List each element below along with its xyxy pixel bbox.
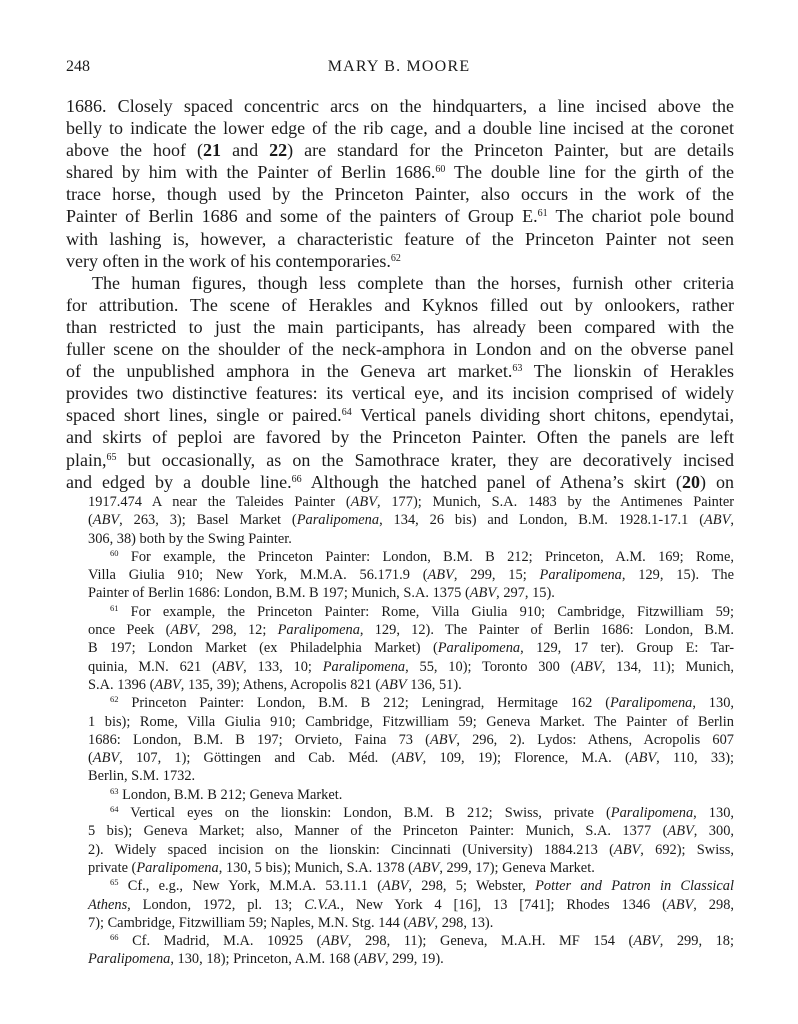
- body-line: spaced short lines, single or paired.$^{64}$ Vertical panels dividing short chitons, ependytai,: [66, 405, 734, 426]
- footnote-line: Athens, London, 1972, pl. 13; C.V.A., New York 4 [16], 13 [741]; Rhodes 1346 (ABV, 298,: [88, 896, 734, 913]
- body-line: plain,$^{65}$ but occasionally, as on the Samothrace krater, they are decoratively incised: [66, 449, 734, 470]
- body-line: provides two distinctive features: its vertical eye, and its incision comprised of widely: [66, 383, 734, 404]
- body-line: with lashing is, however, a characteristic feature of the Princeton Painter not seen: [66, 228, 734, 249]
- body-line: belly to indicate the lower edge of the rib cage, and a double line incised at the coronet: [66, 118, 734, 139]
- footnote-line: B 197; London Market (ex Philadelphia Market) (Paralipomena, 129, 17 ter). Group E: Tar-: [88, 640, 734, 657]
- body-text: [66, 95, 734, 493]
- footnote-line: $^{62}$ Princeton Painter: London, B.M. B 212; Leningrad, Hermitage 162 (Paralipomena, 130,: [110, 694, 734, 712]
- footnote-line: 1686: London, B.M. B 197; Orvieto, Faina 73 (ABV, 296, 2). Lydos: Athens, Acropolis 607: [88, 731, 734, 748]
- body-line: trace horse, though used by the Princeton Painter, also occurs in the work of the: [66, 184, 734, 205]
- footnote-line: 1917.474 A near the Taleides Painter (ABV, 177); Munich, S.A. 1483 by the Antimenes Painter: [88, 494, 734, 510]
- running-head: MARY B. MOORE: [327, 58, 471, 75]
- footnote-line: $^{63}$ London, B.M. B 212; Geneva Market.: [110, 785, 343, 803]
- body-line: Painter of Berlin 1686 and some of the painters of Group E.$^{61}$ The chariot pole bound: [66, 206, 735, 227]
- footnote-line: Painter of Berlin 1686: London, B.M. B 197; Munich, S.A. 1375 (ABV, 297, 15).: [88, 585, 555, 602]
- body-line: very often in the work of his contemporaries.$^{62}$: [66, 250, 401, 271]
- footnote-line: once Peek (ABV, 298, 12; Paralipomena, 129, 12). The Painter of Berlin 1686: London, B.M.: [88, 622, 734, 639]
- footnote-line: quinia, M.N. 621 (ABV, 133, 10; Paralipomena, 55, 10); Toronto 300 (ABV, 134, 11); Munich,: [88, 658, 734, 675]
- body-line: of the unpublished amphora in the Geneva art market.$^{63}$ The lionskin of Herakles: [66, 361, 734, 382]
- footnote-line: S.A. 1396 (ABV, 135, 39); Athens, Acropolis 821 (ABV 136, 51).: [88, 676, 462, 693]
- page-number: 248: [66, 58, 90, 75]
- footnotes: [88, 493, 734, 969]
- body-line: 1686. Closely spaced concentric arcs on the hindquarters, a line incised above the: [66, 96, 734, 116]
- footnote-line: private (Paralipomena, 130, 5 bis); Munich, S.A. 1378 (ABV, 299, 17); Geneva Market.: [88, 859, 595, 876]
- footnote-line: 5 bis); Geneva Market; also, Manner of the Princeton Painter: Munich, S.A. 1377 (ABV, 300,: [88, 823, 734, 840]
- body-line: and edged by a double line.$^{66}$ Although the hatched panel of Athena’s skirt (20) on: [66, 471, 734, 492]
- footnote-line: (ABV, 107, 1); Göttingen and Cab. Méd. (ABV, 109, 19); Florence, M.A. (ABV, 110, 33);: [88, 750, 734, 767]
- footnote-line: 2). Widely spaced incision on the lionskin: Cincinnati (University) 1884.213 (ABV, 692); Swiss,: [88, 841, 734, 858]
- footnote-line: 1 bis); Rome, Villa Giulia 910; Cambridge, Fitzwilliam 59; Geneva Market. The Painter of Berlin: [88, 713, 734, 730]
- footnote-line: Villa Giulia 910; New York, M.M.A. 56.171.9 (ABV, 299, 15; Paralipomena, 129, 15). The: [88, 567, 735, 584]
- body-line: and skirts of peploi are favored by the Princeton Painter. Often the panels are left: [66, 427, 734, 448]
- body-line: above the hoof (21 and 22) are standard for the Princeton Painter, but are details: [66, 140, 734, 161]
- footnote-line: 306, 38) both by the Swing Painter.: [88, 530, 292, 547]
- page-header: [66, 58, 732, 82]
- body-line: for attribution. The scene of Herakles and Kyknos filled out by onlookers, rather: [66, 294, 734, 315]
- body-line: shared by him with the Painter of Berlin 1686.60 The double line for the girth of the: [66, 162, 734, 183]
- body-line: fuller scene on the shoulder of the neck-amphora in London and on the obverse panel: [66, 339, 734, 360]
- body-line: than restricted to just the main participants, has already been compared with the: [66, 316, 734, 337]
- footnote-line: $^{66}$ Cf. Madrid, M.A. 10925 (ABV, 298, 11); Geneva, M.A.H. MF 154 (ABV, 299, 18;: [110, 932, 734, 950]
- footnote-line: $^{65}$ Cf., e.g., New York, M.M.A. 53.11.1 (ABV, 298, 5; Webster, Potter and Patron in Classical: [110, 877, 734, 895]
- footnote-line: $^{61}$ For example, the Princeton Painter: Rome, Villa Giulia 910; Cambridge, Fitzwilliam 59;: [110, 602, 734, 620]
- footnote-line: (ABV, 263, 3); Basel Market (Paralipomena, 134, 26 bis) and London, B.M. 1928.1-17.1 (ABV,: [88, 512, 734, 529]
- footnote-line: $^{60}$ For example, the Princeton Painter: London, B.M. B 212; Princeton, A.M. 169; Rome,: [110, 547, 734, 565]
- footnote-line: 7); Cambridge, Fitzwilliam 59; Naples, M.N. Stg. 144 (ABV, 298, 13).: [88, 914, 494, 931]
- footnote-line: Paralipomena, 130, 18); Princeton, A.M. 168 (ABV, 299, 19).: [88, 951, 444, 968]
- body-line: The human figures, though less complete than the horses, furnish other criteria: [92, 272, 734, 293]
- footnote-line: Berlin, S.M. 1732.: [88, 768, 196, 785]
- footnote-line: $^{64}$ Vertical eyes on the lionskin: London, B.M. B 212; Swiss, private (Paralipomena, 130,: [110, 804, 734, 822]
